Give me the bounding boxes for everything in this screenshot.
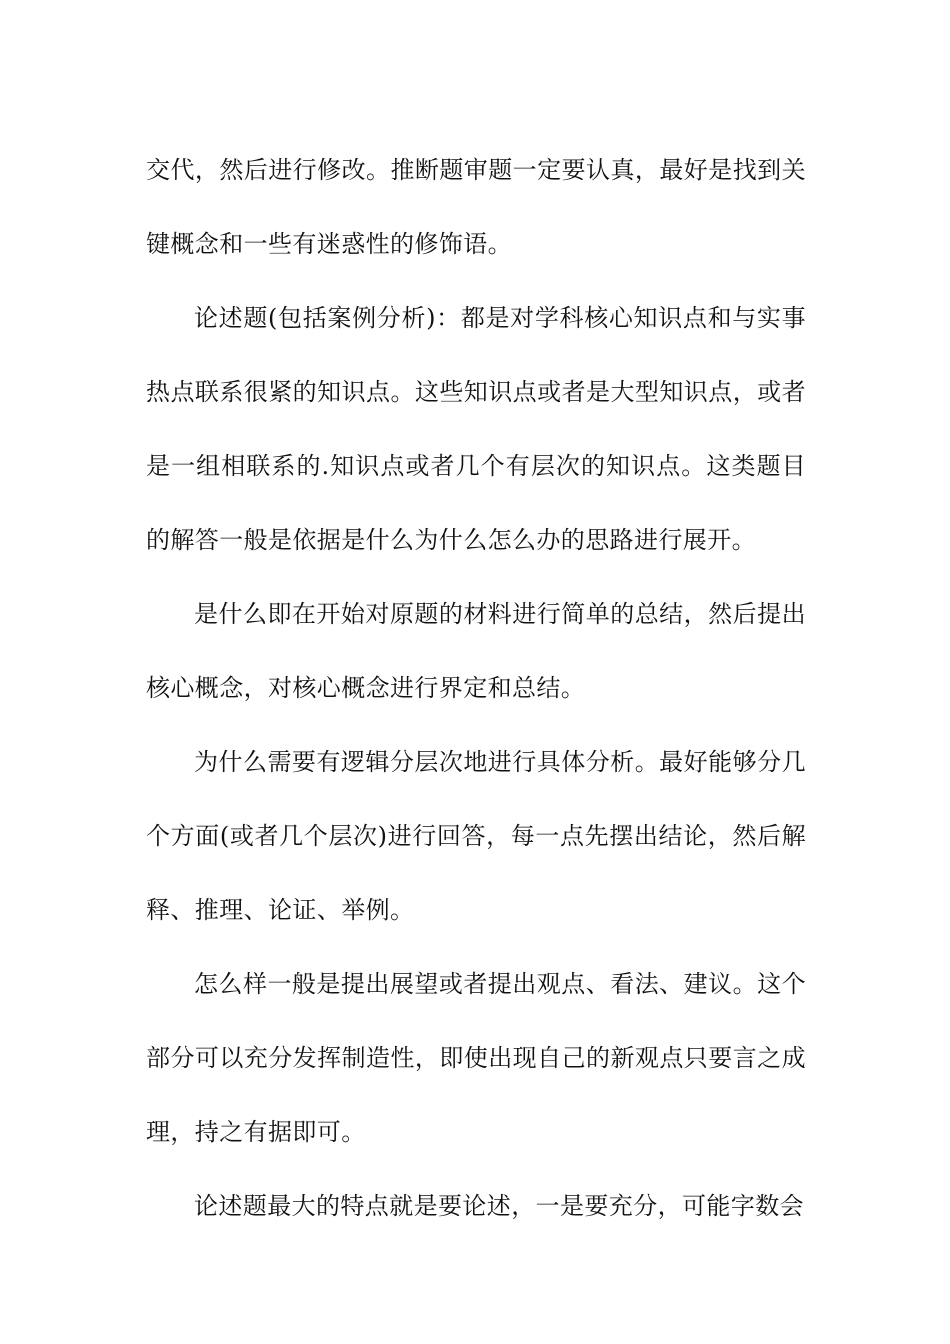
document-body [146,133,806,1243]
paragraph-essay-question-intro: 论述题(包括案例分析)：都是对学科核心知识点和与实事热点联系很紧的知识点。这些知识点或者是大型知识点，或者是一组相联系的.知识点或者几个有层次的知识点。这类题目的解答一般是依据是什么为什么怎么办的思路进行展开。 [146,304,806,554]
paragraph-essay-feature: 论述题最大的特点就是要论述，一是要充分，可能字数会 [194,1192,804,1220]
paragraph-how: 怎么样一般是提出展望或者提出观点、看法、建议。这个部分可以充分发挥制造性，即使出现自己的新观点只要言之成理，持之有据即可。 [146,970,806,1146]
paragraph-continuation: 交代，然后进行修改。推断题审题一定要认真，最好是找到关键概念和一些有迷惑性的修饰语。 [146,156,806,258]
paragraph-what: 是什么即在开始对原题的材料进行简单的总结，然后提出核心概念，对核心概念进行界定和总结。 [146,600,806,702]
paragraph-why: 为什么需要有逻辑分层次地进行具体分析。最好能够分几个方面(或者几个层次)进行回答，每一点先摆出结论，然后解释、推理、论证、举例。 [146,748,806,924]
